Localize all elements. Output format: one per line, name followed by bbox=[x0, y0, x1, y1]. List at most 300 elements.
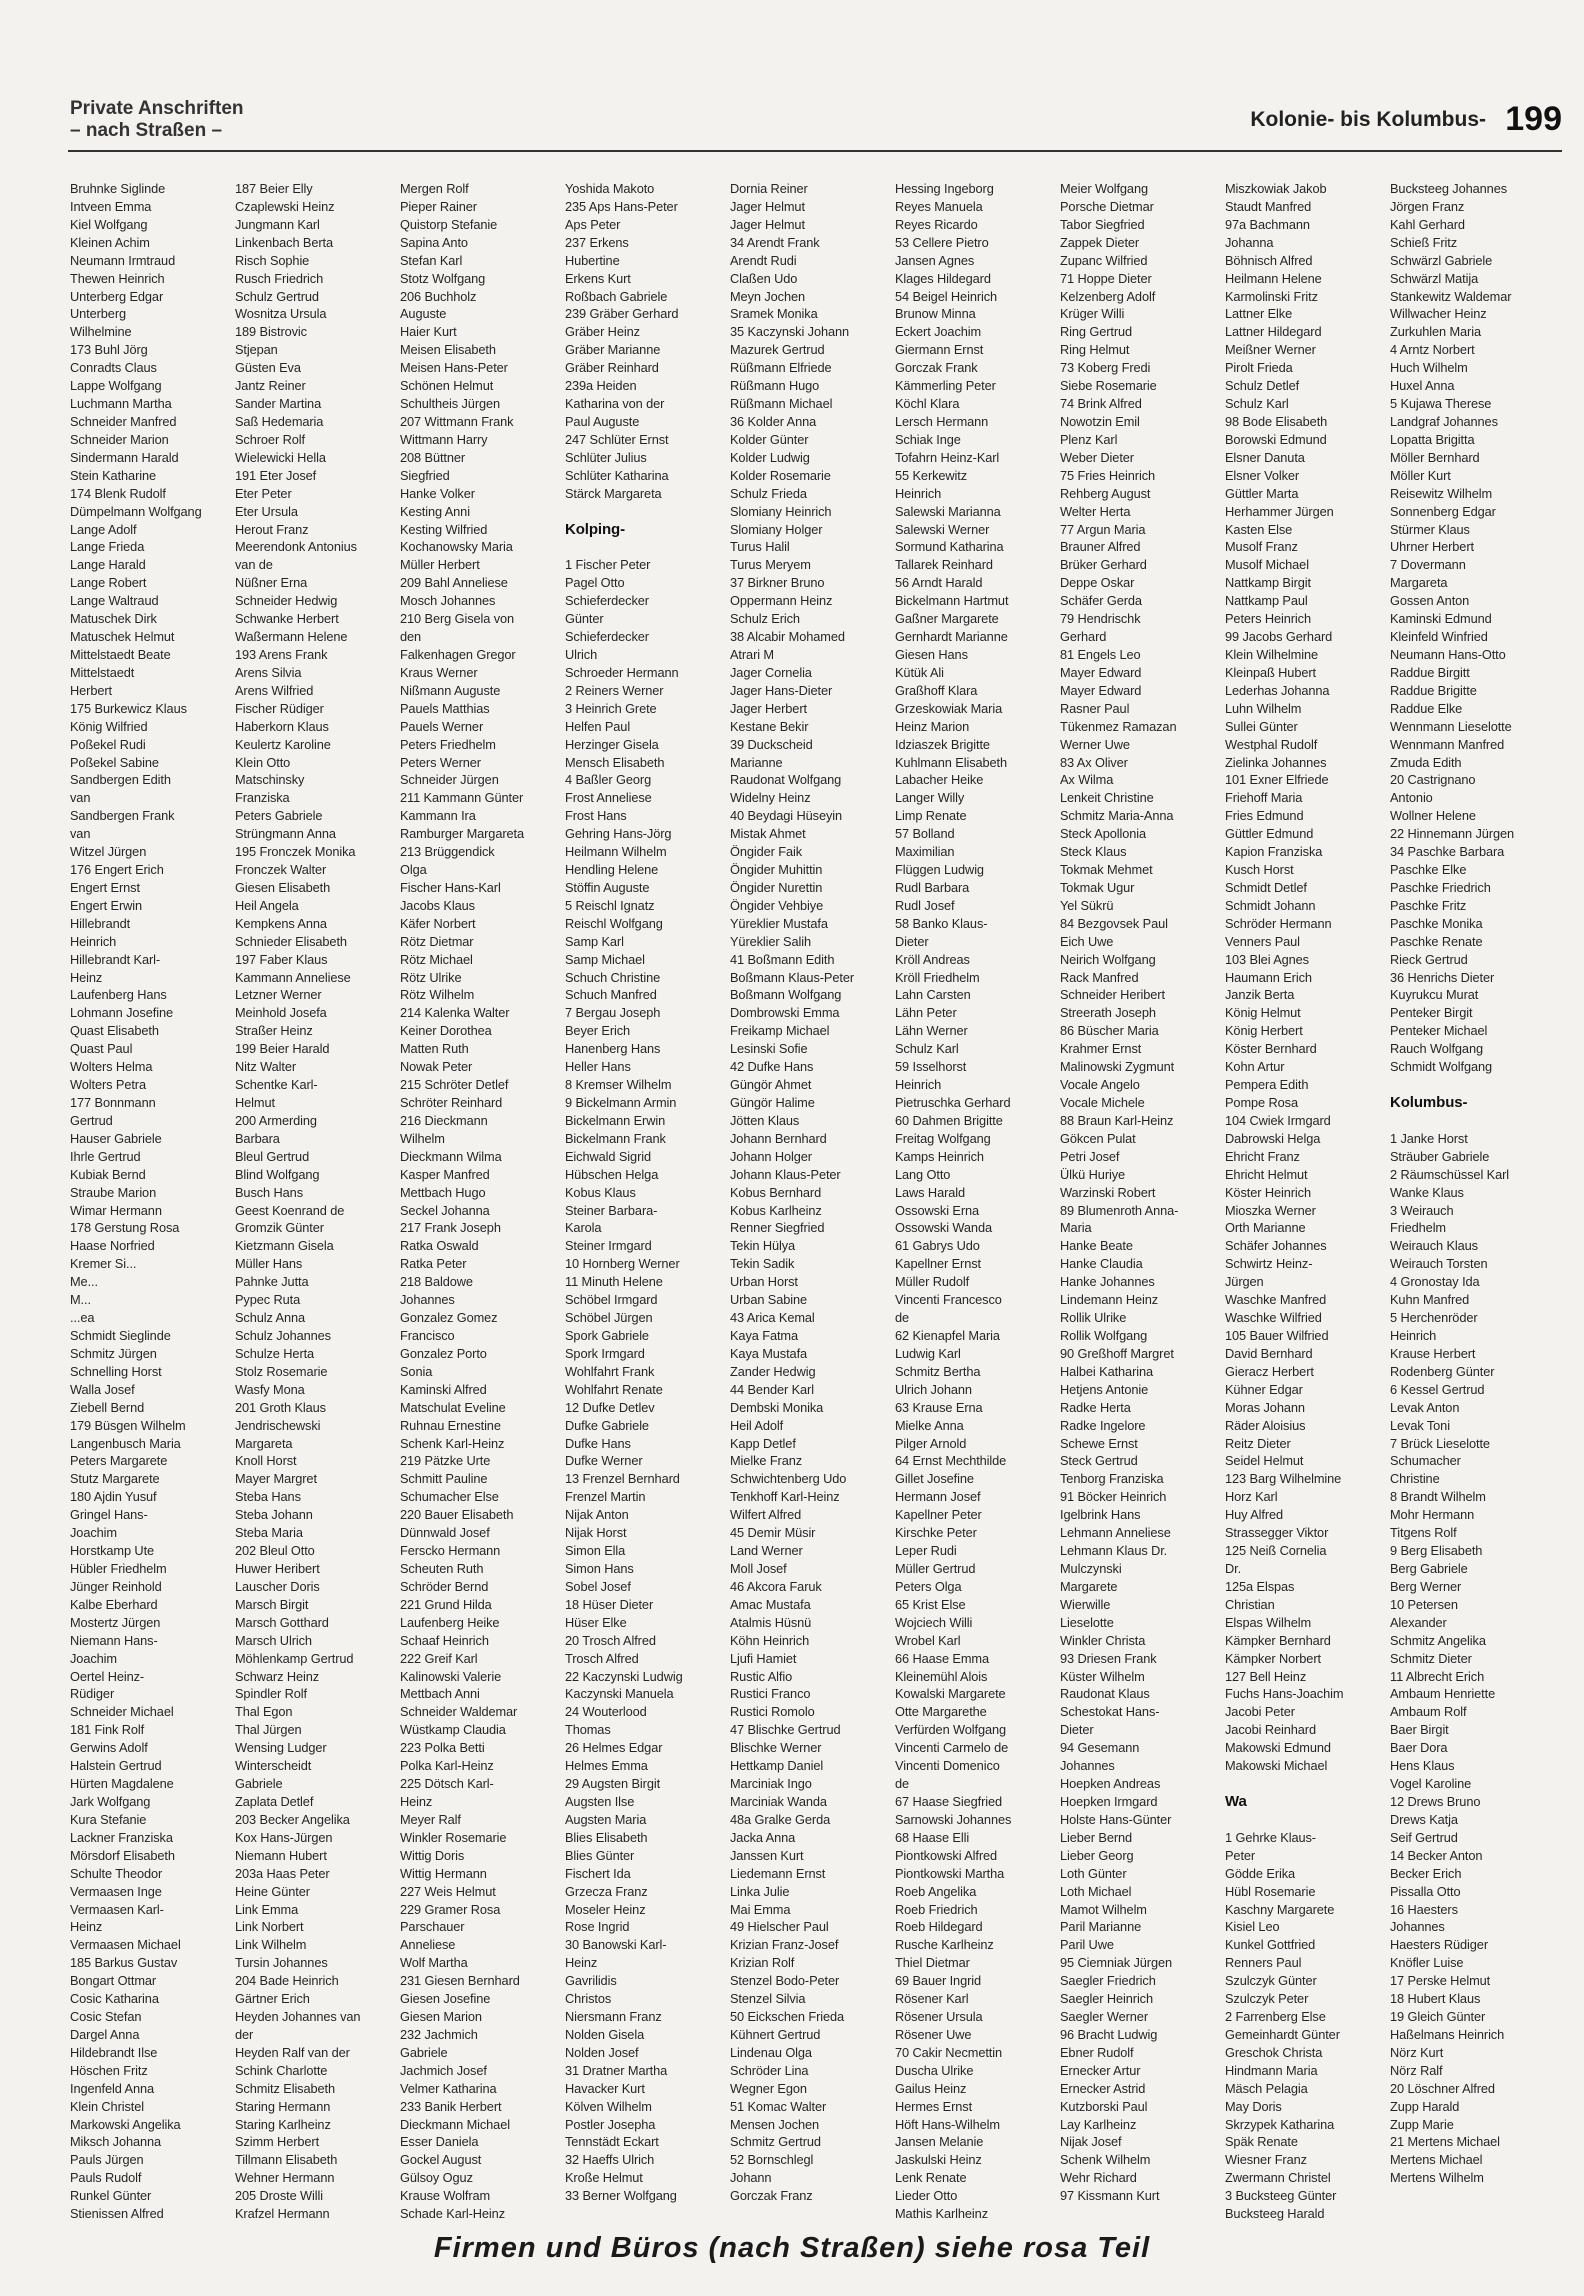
resident-entry: 84 Bezgovsek Paul bbox=[1060, 915, 1168, 931]
resident-entry: Seif Gertrud bbox=[1390, 1829, 1458, 1845]
resident-entry: 187 Beier Elly bbox=[235, 181, 313, 196]
resident-entry: Freikamp Michael bbox=[730, 1023, 830, 1039]
resident-entry: Krahmer Ernst bbox=[1060, 1041, 1142, 1057]
resident-entry: Bruhnke Siglinde bbox=[70, 181, 166, 196]
resident-entry: 54 Beigel Heinrich bbox=[895, 288, 998, 304]
resident-entry: Frenzel Martin bbox=[565, 1489, 646, 1505]
resident-entry: 37 Birkner Bruno bbox=[730, 575, 825, 591]
resident-entry: Wehner Hermann bbox=[235, 2170, 335, 2186]
resident-entry: Uhrner Herbert bbox=[1390, 539, 1474, 555]
resident-entry: Güngör Halime bbox=[730, 1095, 815, 1111]
resident-entry: Schenk Wilhelm bbox=[1060, 2152, 1151, 2168]
resident-entry: Sander Martina bbox=[235, 396, 322, 412]
resident-entry: Pauls Jürgen bbox=[70, 2152, 144, 2168]
resident-entry: 203 Becker Angelika bbox=[235, 1811, 350, 1827]
resident-entry: 20 Löschner Alfred bbox=[1390, 2080, 1495, 2096]
resident-entry: 60 Dahmen Brigitte bbox=[895, 1112, 1003, 1128]
resident-entry: Liedemann Ernst bbox=[730, 1865, 826, 1881]
resident-entry: Kobus Klaus bbox=[565, 1184, 636, 1200]
header-title: Private Anschriften bbox=[70, 98, 244, 119]
resident-entry: Stienissen Alfred bbox=[70, 2206, 164, 2222]
resident-entry: Yüreklier Mustafa bbox=[730, 915, 828, 931]
resident-entry: Hessing Ingeborg bbox=[895, 181, 994, 196]
resident-entry: 67 Haase Siegfried bbox=[895, 1793, 1003, 1809]
resident-entry: 38 Alcabir Mohamed bbox=[730, 629, 845, 645]
resident-entry: Gökcen Pulat bbox=[1060, 1130, 1136, 1146]
resident-entry: Nattkamp Paul bbox=[1225, 593, 1308, 609]
resident-entry: Meisen Elisabeth bbox=[400, 342, 496, 358]
resident-entry: Kesting Wilfried bbox=[400, 521, 488, 537]
resident-entry bbox=[565, 538, 725, 556]
resident-entry: Leper Rudi bbox=[895, 1543, 957, 1559]
resident-entry: Eich Uwe bbox=[1060, 933, 1114, 949]
resident-entry: Poßekel Rudi bbox=[70, 736, 146, 752]
resident-entry: Meerendonk Antonius bbox=[235, 539, 357, 555]
resident-entry: 95 Ciemniak Jürgen bbox=[1060, 1955, 1173, 1971]
resident-entry: Janzik Berta bbox=[1225, 987, 1295, 1003]
resident-entry: Zupp Marie bbox=[1390, 2116, 1454, 2132]
resident-entry: Vocale Angelo bbox=[1060, 1077, 1140, 1093]
resident-entry: 2 Farrenberg Else bbox=[1225, 2009, 1326, 2025]
resident-entry: Ambaum Rolf bbox=[1390, 1704, 1467, 1720]
resident-entry: Poßekel Sabine bbox=[70, 754, 159, 770]
resident-entry: 204 Bade Heinrich bbox=[235, 1973, 339, 1989]
resident-entry: Anneliese bbox=[400, 1937, 456, 1953]
resident-entry: Mielke Franz bbox=[730, 1453, 803, 1469]
resident-entry: Reyes Ricardo bbox=[895, 216, 978, 232]
resident-entry: Boßmann Wolfgang bbox=[730, 987, 842, 1003]
resident-entry: Duscha Ulrike bbox=[895, 2062, 974, 2078]
resident-entry: Paschke Elke bbox=[1390, 862, 1467, 878]
resident-entry: Petri Josef bbox=[1060, 1148, 1120, 1164]
resident-entry: Spindler Rolf bbox=[235, 1686, 307, 1702]
resident-entry: 191 Eter Josef bbox=[235, 467, 317, 483]
resident-entry: 97a Bachmann bbox=[1225, 216, 1310, 232]
resident-entry: Meisen Hans-Peter bbox=[400, 360, 508, 376]
resident-entry: Kunkel Gottfried bbox=[1225, 1937, 1316, 1953]
resident-entry: Rösener Ursula bbox=[895, 2009, 983, 2025]
resident-entry: Sarnowski Johannes bbox=[895, 1811, 1012, 1827]
resident-entry: Krizian Rolf bbox=[730, 1955, 795, 1971]
resident-entry: Zupanc Wilfried bbox=[1060, 252, 1148, 268]
resident-entry: Käfer Norbert bbox=[400, 915, 476, 931]
resident-entry: Mertens Michael bbox=[1390, 2152, 1483, 2168]
resident-entry: Raudonat Wolfgang bbox=[730, 772, 842, 788]
resident-entry: Luhn Wilhelm bbox=[1225, 700, 1302, 716]
resident-entry: Friedhelm bbox=[1390, 1220, 1446, 1236]
resident-entry: Schiak Inge bbox=[895, 431, 961, 447]
resident-entry: Rudl Barbara bbox=[895, 879, 970, 895]
address-column bbox=[235, 180, 395, 2222]
resident-entry: Intveen Emma bbox=[70, 198, 152, 214]
resident-entry: Kaschny Margarete bbox=[1225, 1901, 1335, 1917]
resident-entry: Rötz Ulrike bbox=[400, 969, 462, 985]
resident-entry: Jürgen bbox=[1225, 1274, 1264, 1290]
resident-entry: Jörgen Franz bbox=[1390, 198, 1465, 214]
resident-entry: Velmer Katharina bbox=[400, 2080, 497, 2096]
resident-entry: 239 Gräber Gerhard bbox=[565, 306, 679, 322]
resident-entry: Hens Klaus bbox=[1390, 1758, 1455, 1774]
resident-entry: Makowski Michael bbox=[1225, 1758, 1328, 1774]
resident-entry: Mulczynski bbox=[1060, 1560, 1122, 1576]
resident-entry: Rollik Ulrike bbox=[1060, 1310, 1127, 1326]
resident-entry: Niemann Hubert bbox=[235, 1847, 327, 1863]
resident-entry: 36 Henrichs Dieter bbox=[1390, 969, 1495, 985]
resident-entry: Roeb Hildegard bbox=[895, 1919, 983, 1935]
resident-entry: Wittig Hermann bbox=[400, 1865, 487, 1881]
resident-entry: Kuyrukcu Murat bbox=[1390, 987, 1479, 1003]
resident-entry: Huy Alfred bbox=[1225, 1507, 1284, 1523]
resident-entry: Labacher Heike bbox=[895, 772, 984, 788]
resident-entry: Gödde Erika bbox=[1225, 1865, 1296, 1881]
resident-entry: Schuch Manfred bbox=[565, 987, 657, 1003]
resident-entry: Jacobs Klaus bbox=[400, 897, 475, 913]
resident-entry: Musolf Franz bbox=[1225, 539, 1298, 555]
resident-entry: Miksch Johanna bbox=[70, 2134, 162, 2150]
resident-entry: Mertens Wilhelm bbox=[1390, 2170, 1484, 2186]
resident-entry: Wolf Martha bbox=[400, 1955, 468, 1971]
resident-entry: Rustici Romolo bbox=[730, 1704, 815, 1720]
resident-entry: Raddue Elke bbox=[1390, 700, 1463, 716]
resident-entry: Widelny Heinz bbox=[730, 790, 811, 806]
resident-entry: 1 Fischer Peter bbox=[565, 557, 651, 573]
resident-entry: Ratka Peter bbox=[400, 1256, 467, 1272]
resident-entry: Johannes bbox=[400, 1292, 455, 1308]
resident-entry: Hetjens Antonie bbox=[1060, 1381, 1149, 1397]
resident-entry: Kirschke Peter bbox=[895, 1525, 977, 1541]
resident-entry: Freitag Wolfgang bbox=[895, 1130, 991, 1146]
resident-entry: Heilmann Wilhelm bbox=[565, 844, 667, 860]
resident-entry: May Doris bbox=[1225, 2098, 1282, 2114]
resident-entry: Stürmer Klaus bbox=[1390, 521, 1470, 537]
resident-entry: ...ea bbox=[70, 1310, 95, 1326]
resident-entry: Lange Harald bbox=[70, 557, 146, 573]
resident-entry: Kröll Andreas bbox=[895, 951, 970, 967]
resident-entry: Heinrich bbox=[1390, 1328, 1437, 1343]
resident-entry: Vocale Michele bbox=[1060, 1095, 1145, 1111]
resident-entry: Raddue Birgitt bbox=[1390, 664, 1470, 680]
resident-entry: Me... bbox=[70, 1274, 98, 1290]
resident-entry: Jager Herbert bbox=[730, 700, 807, 716]
resident-entry: 71 Hoppe Dieter bbox=[1060, 270, 1152, 286]
resident-entry: Pirolt Frieda bbox=[1225, 360, 1293, 376]
resident-entry: Verfürden Wolfgang bbox=[895, 1722, 1007, 1738]
resident-entry: Schneider Waldemar bbox=[400, 1704, 518, 1720]
resident-entry: Schwarz Heinz bbox=[235, 1668, 320, 1684]
resident-entry: Tenborg Franziska bbox=[1060, 1471, 1164, 1487]
resident-entry: Öngider Muhittin bbox=[730, 862, 823, 878]
resident-entry: Ebner Rudolf bbox=[1060, 2044, 1134, 2060]
resident-entry: Waßermann Helene bbox=[235, 629, 348, 645]
resident-entry: Saegler Heinrich bbox=[1060, 1991, 1154, 2007]
resident-entry: 52 Bornschlegl bbox=[730, 2152, 814, 2168]
resident-entry: Samp Michael bbox=[565, 951, 645, 967]
resident-entry: Schwärzl Matija bbox=[1390, 270, 1479, 286]
resident-entry: 7 Brück Lieselotte bbox=[1390, 1435, 1490, 1451]
resident-entry: Huch Wilhelm bbox=[1390, 360, 1468, 376]
resident-entry: Blind Wolfgang bbox=[235, 1166, 320, 1182]
resident-entry: Schröder Bernd bbox=[400, 1578, 489, 1594]
resident-entry: 4 Baßler Georg bbox=[565, 772, 652, 788]
resident-entry: Oertel Heinz- bbox=[70, 1668, 145, 1684]
resident-entry: Janssen Kurt bbox=[730, 1847, 804, 1863]
resident-entry: Wanke Klaus bbox=[1390, 1184, 1464, 1200]
resident-entry: 10 Hornberg Werner bbox=[565, 1256, 680, 1272]
resident-entry: Alexander bbox=[1390, 1614, 1447, 1630]
resident-entry: Sindermann Harald bbox=[70, 449, 179, 465]
resident-entry: Hubertine bbox=[565, 252, 620, 268]
resident-entry: Winkler Rosemarie bbox=[400, 1829, 507, 1845]
resident-entry: Pilger Arnold bbox=[895, 1435, 967, 1451]
resident-entry: Mittelstaedt Beate bbox=[70, 646, 171, 662]
resident-entry: 232 Jachmich bbox=[400, 2026, 478, 2042]
resident-entry: Kämmerling Peter bbox=[895, 378, 996, 394]
resident-entry: 233 Banik Herbert bbox=[400, 2098, 502, 2114]
resident-entry: Winkler Christa bbox=[1060, 1632, 1146, 1648]
resident-entry: Schulz Anna bbox=[235, 1310, 306, 1326]
resident-entry: Witzel Jürgen bbox=[70, 844, 147, 860]
resident-entry: de bbox=[895, 1776, 910, 1792]
resident-entry bbox=[1225, 1811, 1385, 1829]
resident-entry: Nitz Walter bbox=[235, 1059, 296, 1075]
resident-entry: Katharina von der bbox=[565, 396, 665, 412]
resident-entry: Kaczynski Manuela bbox=[565, 1686, 674, 1702]
resident-entry: Blies Günter bbox=[565, 1847, 635, 1863]
resident-entry: Öngider Faik bbox=[730, 844, 803, 860]
resident-entry: Augsten Ilse bbox=[565, 1793, 635, 1809]
resident-entry: Bucksteeg Johannes bbox=[1390, 181, 1508, 196]
resident-entry: Mai Emma bbox=[730, 1901, 791, 1917]
resident-entry: 81 Engels Leo bbox=[1060, 646, 1141, 662]
resident-entry: Krause Wolfram bbox=[400, 2188, 491, 2204]
resident-entry: Hermes Ernst bbox=[895, 2098, 973, 2114]
resident-entry: Böhnisch Alfred bbox=[1225, 252, 1313, 268]
resident-entry: 18 Hüser Dieter bbox=[565, 1596, 654, 1612]
resident-entry: 50 Eickschen Frieda bbox=[730, 2009, 845, 2025]
resident-entry: Wollner Helene bbox=[1390, 808, 1476, 824]
resident-entry: Zurkuhlen Maria bbox=[1390, 324, 1481, 340]
resident-entry: Gossen Anton bbox=[1390, 593, 1470, 609]
resident-entry: Jark Wolfgang bbox=[70, 1793, 151, 1809]
resident-entry: Jötten Klaus bbox=[730, 1112, 800, 1128]
resident-entry: Waschke Wilfried bbox=[1225, 1310, 1322, 1326]
resident-entry: Köster Heinrich bbox=[1225, 1184, 1311, 1200]
resident-entry: Kalinowski Valerie bbox=[400, 1668, 502, 1684]
resident-entry: Heyden Johannes van bbox=[235, 2009, 361, 2025]
resident-entry: Niersmann Franz bbox=[565, 2009, 662, 2025]
resident-entry: Fuchs Hans-Joachim bbox=[1225, 1686, 1344, 1702]
resident-entry: Krause Herbert bbox=[1390, 1345, 1476, 1361]
resident-entry: Rasner Paul bbox=[1060, 700, 1130, 716]
resident-entry: 101 Exner Elfriede bbox=[1225, 772, 1329, 788]
resident-entry: Öngider Nurettin bbox=[730, 879, 823, 895]
resident-entry: Lang Otto bbox=[895, 1166, 951, 1182]
resident-entry: Ludwig Karl bbox=[895, 1345, 961, 1361]
resident-entry: Kapion Franziska bbox=[1225, 844, 1323, 860]
resident-entry: 215 Schröter Detlef bbox=[400, 1077, 509, 1093]
resident-entry: Loth Günter bbox=[1060, 1865, 1127, 1881]
resident-entry: 218 Baldowe bbox=[400, 1274, 473, 1290]
resident-entry: Lattner Hildegard bbox=[1225, 324, 1322, 340]
resident-entry: Jendrischewski bbox=[235, 1417, 321, 1433]
resident-entry: Barbara bbox=[235, 1130, 280, 1146]
resident-entry: Bickelmann Erwin bbox=[565, 1112, 666, 1128]
resident-entry: Gockel August bbox=[400, 2152, 482, 2168]
resident-entry: Rusch Friedrich bbox=[235, 270, 324, 286]
resident-entry: Keiner Dorothea bbox=[400, 1023, 492, 1039]
street-heading: Kolumbus- bbox=[1390, 1094, 1468, 1112]
street-heading: Wa bbox=[1225, 1792, 1247, 1810]
resident-entry: Walla Josef bbox=[70, 1381, 135, 1397]
resident-entry: Franziska bbox=[235, 790, 290, 806]
resident-entry: David Bernhard bbox=[1225, 1345, 1313, 1361]
resident-entry: 49 Hielscher Paul bbox=[730, 1919, 829, 1935]
resident-entry: Schulz Frieda bbox=[730, 485, 807, 501]
address-column bbox=[565, 180, 725, 2204]
resident-entry: 53 Cellere Pietro bbox=[895, 234, 989, 250]
resident-entry: Rüdiger bbox=[70, 1686, 115, 1702]
resident-entry: Mostertz Jürgen bbox=[70, 1614, 161, 1630]
resident-entry: Plenz Karl bbox=[1060, 431, 1118, 447]
resident-entry: 55 Kerkewitz bbox=[895, 467, 968, 483]
resident-entry: Auguste bbox=[400, 306, 447, 322]
resident-entry: Gülsoy Oguz bbox=[400, 2170, 473, 2186]
resident-entry: Tursin Johannes bbox=[235, 1955, 328, 1971]
resident-entry: Ossowski Erna bbox=[895, 1202, 980, 1218]
resident-entry: Elsner Volker bbox=[1225, 467, 1300, 483]
resident-entry: Elsner Danuta bbox=[1225, 449, 1305, 465]
resident-entry: Helfen Paul bbox=[565, 718, 631, 734]
resident-entry: Peters Friedhelm bbox=[400, 736, 496, 752]
resident-entry: Ljufi Hamiet bbox=[730, 1650, 797, 1666]
resident-entry: Schäfer Gerda bbox=[1060, 593, 1142, 609]
resident-entry: Kolder Günter bbox=[730, 431, 809, 447]
resident-entry: Halbei Katharina bbox=[1060, 1363, 1154, 1379]
resident-entry: Margareta bbox=[235, 1435, 293, 1451]
resident-entry: Meyn Jochen bbox=[730, 288, 806, 304]
resident-entry: Schröder Hermann bbox=[1225, 915, 1332, 931]
resident-entry: 44 Bender Karl bbox=[730, 1381, 814, 1397]
resident-entry: Lieber Bernd bbox=[1060, 1829, 1133, 1845]
resident-entry: 41 Boßmann Edith bbox=[730, 951, 835, 967]
resident-entry: Krafzel Hermann bbox=[235, 2206, 330, 2222]
resident-entry: 216 Dieckmann bbox=[400, 1112, 488, 1128]
resident-entry: Paschke Fritz bbox=[1390, 897, 1467, 913]
resident-entry: Yel Sükrü bbox=[1060, 897, 1114, 913]
resident-entry: Falkenhagen Gregor bbox=[400, 646, 516, 662]
resident-entry: Ziebell Bernd bbox=[70, 1399, 145, 1415]
resident-entry: Matschinsky bbox=[235, 772, 305, 788]
resident-entry: Kammann Ira bbox=[400, 808, 476, 824]
resident-entry: Nowotzin Emil bbox=[1060, 413, 1140, 429]
resident-entry: Niemann Hans- bbox=[70, 1632, 158, 1648]
resident-entry: Tennstädt Eckart bbox=[565, 2134, 659, 2150]
resident-entry: Kietzmann Gisela bbox=[235, 1238, 334, 1254]
resident-entry: 26 Helmes Edgar bbox=[565, 1740, 663, 1756]
resident-entry: Güttler Edmund bbox=[1225, 826, 1314, 842]
resident-entry: Fischer Rüdiger bbox=[235, 700, 324, 716]
resident-entry: Ring Gertrud bbox=[1060, 324, 1133, 340]
resident-entry: 225 Dötsch Karl- bbox=[400, 1776, 494, 1792]
resident-entry: 83 Ax Oliver bbox=[1060, 754, 1128, 770]
resident-entry: van bbox=[70, 826, 91, 842]
resident-entry: 200 Armerding bbox=[235, 1112, 317, 1128]
resident-entry: Dünnwald Josef bbox=[400, 1525, 490, 1541]
resident-entry: 209 Bahl Anneliese bbox=[400, 575, 508, 591]
resident-entry: Kamps Heinrich bbox=[895, 1148, 984, 1164]
resident-entry: Mamot Wilhelm bbox=[1060, 1901, 1147, 1917]
resident-entry: Kroße Helmut bbox=[565, 2170, 643, 2186]
resident-entry: Jager Helmut bbox=[730, 216, 805, 232]
resident-entry: 229 Gramer Rosa bbox=[400, 1901, 501, 1917]
resident-entry: Jager Hans-Dieter bbox=[730, 682, 833, 698]
resident-entry: Porsche Dietmar bbox=[1060, 198, 1154, 214]
resident-entry: Schulz Gertrud bbox=[235, 288, 319, 304]
resident-entry: Weirauch Torsten bbox=[1390, 1256, 1488, 1272]
resident-entry: Lieber Georg bbox=[1060, 1847, 1134, 1863]
resident-entry: Salewski Werner bbox=[895, 521, 990, 537]
resident-entry: Wehr Richard bbox=[1060, 2170, 1137, 2186]
resident-entry: Reisewitz Wilhelm bbox=[1390, 485, 1493, 501]
resident-entry: Fischert Ida bbox=[565, 1865, 631, 1881]
resident-entry: Lappe Wolfgang bbox=[70, 378, 162, 394]
resident-entry: Weirauch Klaus bbox=[1390, 1238, 1478, 1254]
resident-entry: Vincenti Francesco bbox=[895, 1292, 1002, 1308]
resident-entry: Havacker Kurt bbox=[565, 2080, 645, 2096]
resident-entry: Knöfler Luise bbox=[1390, 1955, 1464, 1971]
resident-entry: Nörz Kurt bbox=[1390, 2044, 1444, 2060]
resident-entry: Peters Heinrich bbox=[1225, 611, 1311, 627]
resident-entry: Ratka Oswald bbox=[400, 1238, 479, 1254]
resident-entry: 42 Dufke Hans bbox=[730, 1059, 814, 1075]
resident-entry: Heinrich bbox=[895, 1077, 942, 1093]
resident-entry: Gonzalez Porto bbox=[400, 1345, 487, 1361]
resident-entry: Schnieder Elisabeth bbox=[235, 933, 347, 949]
resident-entry: Czaplewski Heinz bbox=[235, 198, 335, 214]
resident-entry: Heilmann Helene bbox=[1225, 270, 1322, 286]
resident-entry: Thal Egon bbox=[235, 1704, 293, 1720]
resident-entry: Elspas Wilhelm bbox=[1225, 1614, 1312, 1630]
resident-entry: 45 Demir Müsir bbox=[730, 1525, 816, 1541]
resident-entry: Heil Angela bbox=[235, 897, 299, 913]
resident-entry: Stankewitz Waldemar bbox=[1390, 288, 1512, 304]
resident-entry: Gertrud bbox=[70, 1112, 113, 1128]
resident-entry: Hanke Claudia bbox=[1060, 1256, 1143, 1272]
resident-entry: Schmitz Jürgen bbox=[70, 1345, 157, 1361]
resident-entry: Schöbel Jürgen bbox=[565, 1310, 653, 1326]
resident-entry: Nowak Peter bbox=[400, 1059, 473, 1075]
resident-entry: Stärck Margareta bbox=[565, 485, 662, 501]
resident-entry: Simon Hans bbox=[565, 1560, 634, 1576]
resident-entry: Seckel Johanna bbox=[400, 1202, 490, 1218]
resident-entry: Steba Johann bbox=[235, 1507, 313, 1523]
resident-entry: Johann Bernhard bbox=[730, 1130, 827, 1146]
resident-entry: Dembski Monika bbox=[730, 1399, 824, 1415]
resident-entry: Pauels Matthias bbox=[400, 700, 490, 716]
resident-entry: Zander Hedwig bbox=[730, 1363, 816, 1379]
resident-entry: 231 Giesen Bernhard bbox=[400, 1973, 520, 1989]
resident-entry: Hürten Magdalene bbox=[70, 1776, 174, 1792]
resident-entry: Gonzalez Gomez bbox=[400, 1310, 498, 1326]
resident-entry: 9 Berg Elisabeth bbox=[1390, 1543, 1483, 1559]
header-divider bbox=[68, 150, 1562, 152]
resident-entry: Meier Wolfgang bbox=[1060, 181, 1148, 196]
resident-entry: Schroeder Hermann bbox=[565, 664, 679, 680]
resident-entry: Kuhlmann Elisabeth bbox=[895, 754, 1008, 770]
resident-entry: 1 Gehrke Klaus- bbox=[1225, 1829, 1316, 1845]
resident-entry: Quistorp Stefanie bbox=[400, 216, 498, 232]
resident-entry: Postler Josepha bbox=[565, 2116, 656, 2132]
